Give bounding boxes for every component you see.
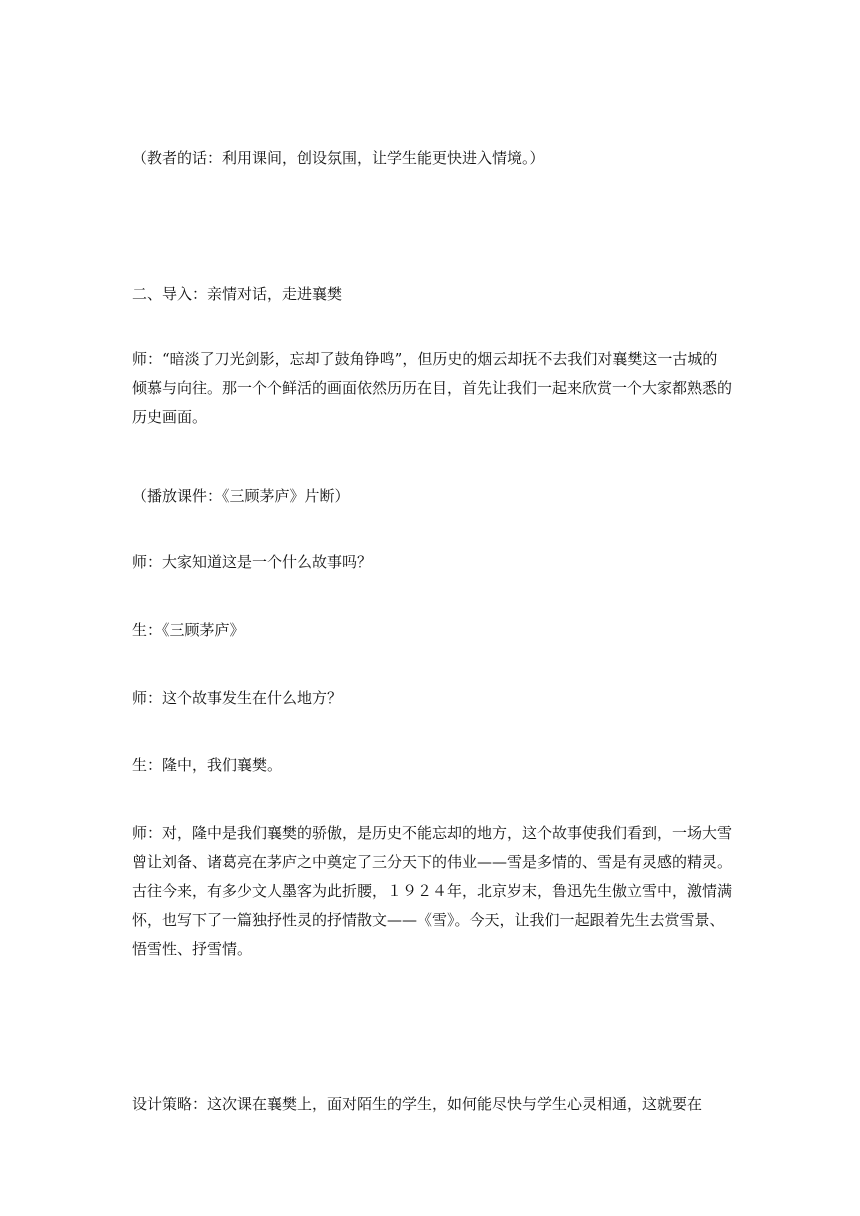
section-heading: 二、导入：亲情对话，走进襄樊 — [132, 285, 343, 303]
play-courseware-note: （播放课件：《三顾茅庐》片断） — [132, 487, 350, 505]
student-answer-2: 生：隆中，我们襄樊。 — [132, 756, 283, 774]
teacher-question-2: 师：这个故事发生在什么地方？ — [132, 689, 343, 707]
student-answer-1: 生：《三顾茅庐》 — [132, 621, 245, 639]
intro-paragraph: 师：“暗淡了刀光剑影，忘却了鼓角铮鸣”，但历史的烟云却抚不去我们对襄樊这一古城的倾慕与向往。那一个个鲜活的画面依然历历在目，首先让我们一起来欣赏一个大家都熟悉的历史画面。 — [132, 350, 733, 426]
teacher-question-1: 师：大家知道这是一个什么故事吗？ — [132, 553, 373, 571]
design-strategy-paragraph: 设计策略：这次课在襄樊上，面对陌生的学生，如何能尽快与学生心灵相通，这就要在 — [132, 1095, 703, 1113]
teacher-explanation-paragraph: 师：对，隆中是我们襄樊的骄傲，是历史不能忘却的地方，这个故事使我们看到，一场大雪曾让刘备、诸葛亮在茅庐之中奠定了三分天下的伟业——雪是多情的、雪是有灵感的精灵。古往今来，有多少文人墨客为此折腰，１９２４年，北京岁末，鲁迅先生傲立雪中，激情满怀，也写下了一篇独抒性灵的抒情散文——《雪》。今天，让我们一起跟着先生去赏雪景、悟雪性、抒雪情。 — [132, 824, 733, 958]
teacher-note-paragraph: （教者的话：利用课间，创设氛围，让学生能更快进入情境。） — [132, 149, 545, 167]
